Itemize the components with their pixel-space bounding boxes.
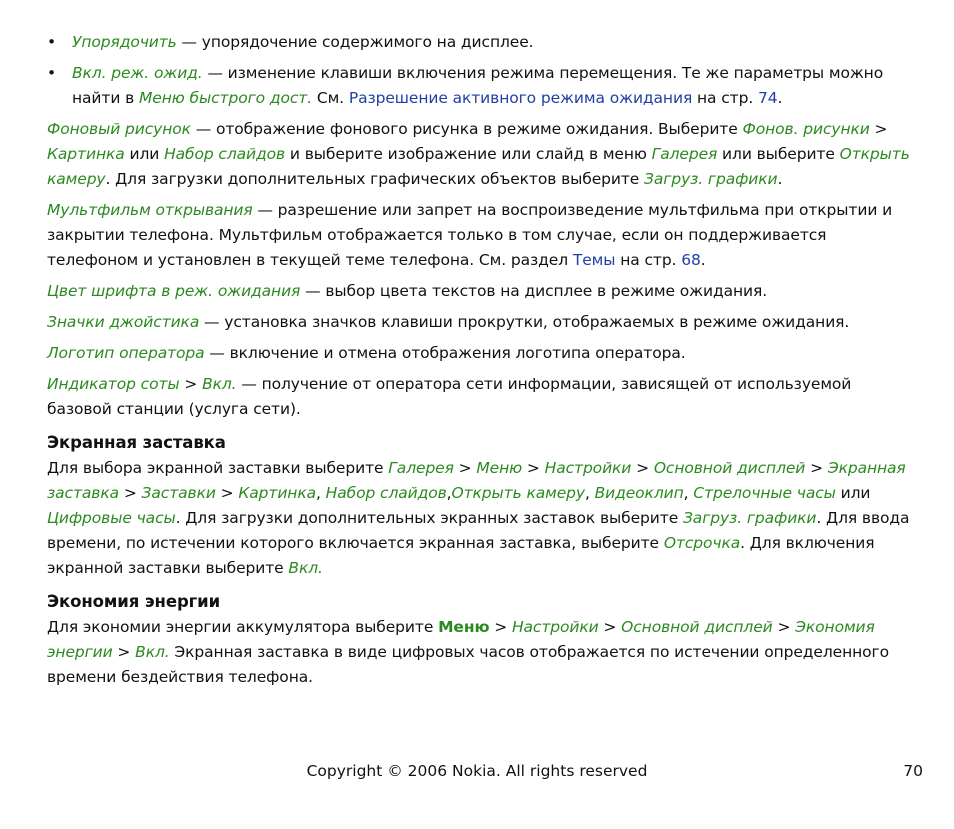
body-text: — включение и отмена отображения логотипа оператора. [204,344,686,362]
menu-term: Фонов. рисунки [742,120,870,138]
menu-term: Галерея [388,459,454,477]
body-text: > [179,375,203,393]
menu-term: Открыть камеру [451,484,585,502]
menu-term: Мультфильм открывания [47,201,253,219]
menu-term: Цифровые часы [47,509,176,527]
section-heading-power-saver: Экономия энергии [47,592,221,611]
paragraph-wallpaper [47,117,917,192]
body-text: . Для загрузки дополнительных экранных заставок выберите [175,509,683,527]
menu-term: Экранная заставка [47,459,906,502]
menu-term: Основной дисплей [653,459,806,477]
body-text: . [777,89,783,107]
bullet-icon: • [47,64,57,82]
menu-term: Меню быстрого дост. [139,89,313,107]
page-content [47,30,917,696]
menu-term: Логотип оператора [47,344,205,362]
menu-term: Настройки [544,459,632,477]
menu-term: Значки джойстика [47,313,200,331]
paragraph-operator-logo [47,341,917,366]
bullet-icon: • [47,33,57,51]
menu-term: Галерея [651,145,718,163]
menu-term: Набор слайдов [164,145,286,163]
menu-term: Картинка [47,145,125,163]
body-text: > [112,643,136,661]
body-text: — отображение фонового рисунка в режиме ожидания. Выберите [190,120,743,138]
paragraph-cell-info [47,372,917,422]
section-heading-screensaver: Экранная заставка [47,433,226,452]
body-text: > [598,618,622,636]
body-text: > [522,459,545,477]
menu-term: Меню [476,459,523,477]
menu-term: Картинка [238,484,316,502]
body-text: Экранная заставка в виде цифровых часов отображается по истечении определенного времени бездействия телефона. [47,643,889,686]
page-reference-link[interactable]: 68 [681,251,701,269]
body-text: . [700,251,706,269]
body-text: > [119,484,142,502]
list-item [47,61,917,111]
body-text: или [124,145,165,163]
body-text: и выберите изображение или слайд в меню [285,145,652,163]
page-reference-link[interactable]: 74 [758,89,778,107]
menu-term: Загруз. графики [644,170,778,188]
list-item [47,30,917,55]
body-text: — установка значков клавиши прокрутки, отображаемых в режиме ожидания. [199,313,850,331]
menu-term-bold: Меню [438,618,490,636]
menu-term: Настройки [511,618,599,636]
body-text: или [835,484,871,502]
copyright-notice: Copyright © 2006 Nokia. All rights reserved [306,762,648,780]
menu-term: Загруз. графики [682,509,817,527]
body-text: , [683,484,694,502]
page-number: 70 [903,762,923,780]
menu-term: Набор слайдов [325,484,447,502]
body-text: — получение от оператора сети информации, зависящей от используемой базовой станции (услуга сети). [47,375,852,418]
body-text: > [772,618,796,636]
paragraph-power-saver [47,615,917,690]
menu-term: Индикатор соты [47,375,180,393]
body-text: Для экономии энергии аккумулятора выберите [47,618,439,636]
body-text: , [446,484,452,502]
paragraph-font-color [47,279,917,304]
bullet-list [47,30,917,111]
body-text: или выберите [717,145,840,163]
body-text: — изменение клавиши включения режима перемещения. Те же параметры можно найти в [72,64,884,107]
body-text: на стр. [692,89,759,107]
body-text: — выбор цвета текстов на дисплее в режиме ожидания. [300,282,768,300]
body-text: . Для ввода времени, по истечении которого включается экранная заставка, выберите [47,509,910,552]
body-text: . Для включения экранной заставки выберите [47,534,875,577]
menu-term: Вкл. [135,643,170,661]
body-text: > [215,484,239,502]
menu-term: Фоновый рисунок [47,120,191,138]
menu-term: Вкл. реж. ожид. [72,64,203,82]
menu-term: Вкл. [288,559,323,577]
paragraph-screensaver [47,456,917,581]
page-footer [0,758,954,784]
body-text: > [453,459,477,477]
paragraph-joystick-icons [47,310,917,335]
body-text: > [489,618,512,636]
body-text: > [631,459,654,477]
body-text: — упорядочение содержимого на дисплее. [176,33,534,51]
menu-term: Вкл. [202,375,237,393]
paragraph-animation [47,198,917,273]
menu-term: Видеоклип [594,484,684,502]
body-text: . [777,170,783,188]
body-text: Для выбора экранной заставки выберите [47,459,389,477]
menu-term: Цвет шрифта в реж. ожидания [47,282,301,300]
menu-term: Открыть камеру [47,145,910,188]
body-text: на стр. [615,251,682,269]
cross-reference-link[interactable]: Разрешение активного режима ожидания [348,89,693,107]
menu-term: Упорядочить [72,33,177,51]
menu-term: Экономия энергии [47,618,875,661]
menu-term: Основной дисплей [621,618,773,636]
body-text: , [316,484,326,502]
body-text: . Для загрузки дополнительных графических объектов выберите [105,170,645,188]
menu-term: Заставки [141,484,216,502]
body-text: , [584,484,595,502]
menu-term: Отсрочка [663,534,741,552]
body-text: — разрешение или запрет на воспроизведение мультфильма при открытии и закрытии телефона. Мультфильм отображается только в том случае, если он поддерживается телефоном и установлен в текущей теме телефона. См. раздел [47,201,893,269]
menu-term: Стрелочные часы [693,484,836,502]
body-text: > [805,459,828,477]
body-text: См. [312,89,349,107]
cross-reference-link[interactable]: Темы [572,251,616,269]
body-text: > [869,120,888,138]
